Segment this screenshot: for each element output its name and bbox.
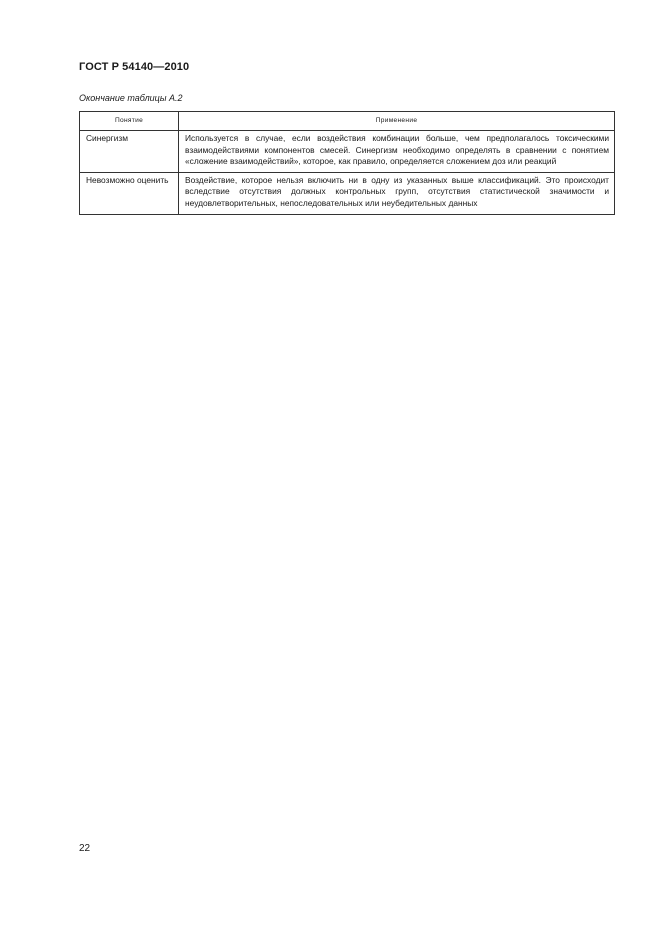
term-cell-synergism: Синергизм bbox=[80, 131, 179, 173]
usage-cell-synergism: Используется в случае, если воздействия комбинации больше, чем предполагалось токсическими взаимодействиями компонентов смесей. Синергизм необходимо определять в сравнении с понятием «сложение взаимодействий», которое, как правило, определяется сложением доз или реакций bbox=[179, 131, 615, 173]
page-number: 22 bbox=[79, 843, 91, 854]
document-header: ГОСТ Р 54140—2010 bbox=[79, 61, 190, 73]
table-row bbox=[80, 131, 615, 173]
table-header-row bbox=[80, 112, 615, 131]
column-header-usage: Применение bbox=[179, 112, 615, 131]
table-row bbox=[80, 172, 615, 214]
column-header-term: Понятие bbox=[80, 112, 179, 131]
table-caption: Окончание таблицы А.2 bbox=[79, 93, 183, 103]
terms-table bbox=[79, 111, 615, 215]
term-cell-undetermined: Невозможно оценить bbox=[80, 172, 179, 214]
usage-cell-undetermined: Воздействие, которое нельзя включить ни в одну из указанных выше классификаций. Это происходит вследствие отсутствия должных контрольных групп, отсутствия статистической значимости и неудовлетворительных, непоследовательных или неубедительных данных bbox=[179, 172, 615, 214]
